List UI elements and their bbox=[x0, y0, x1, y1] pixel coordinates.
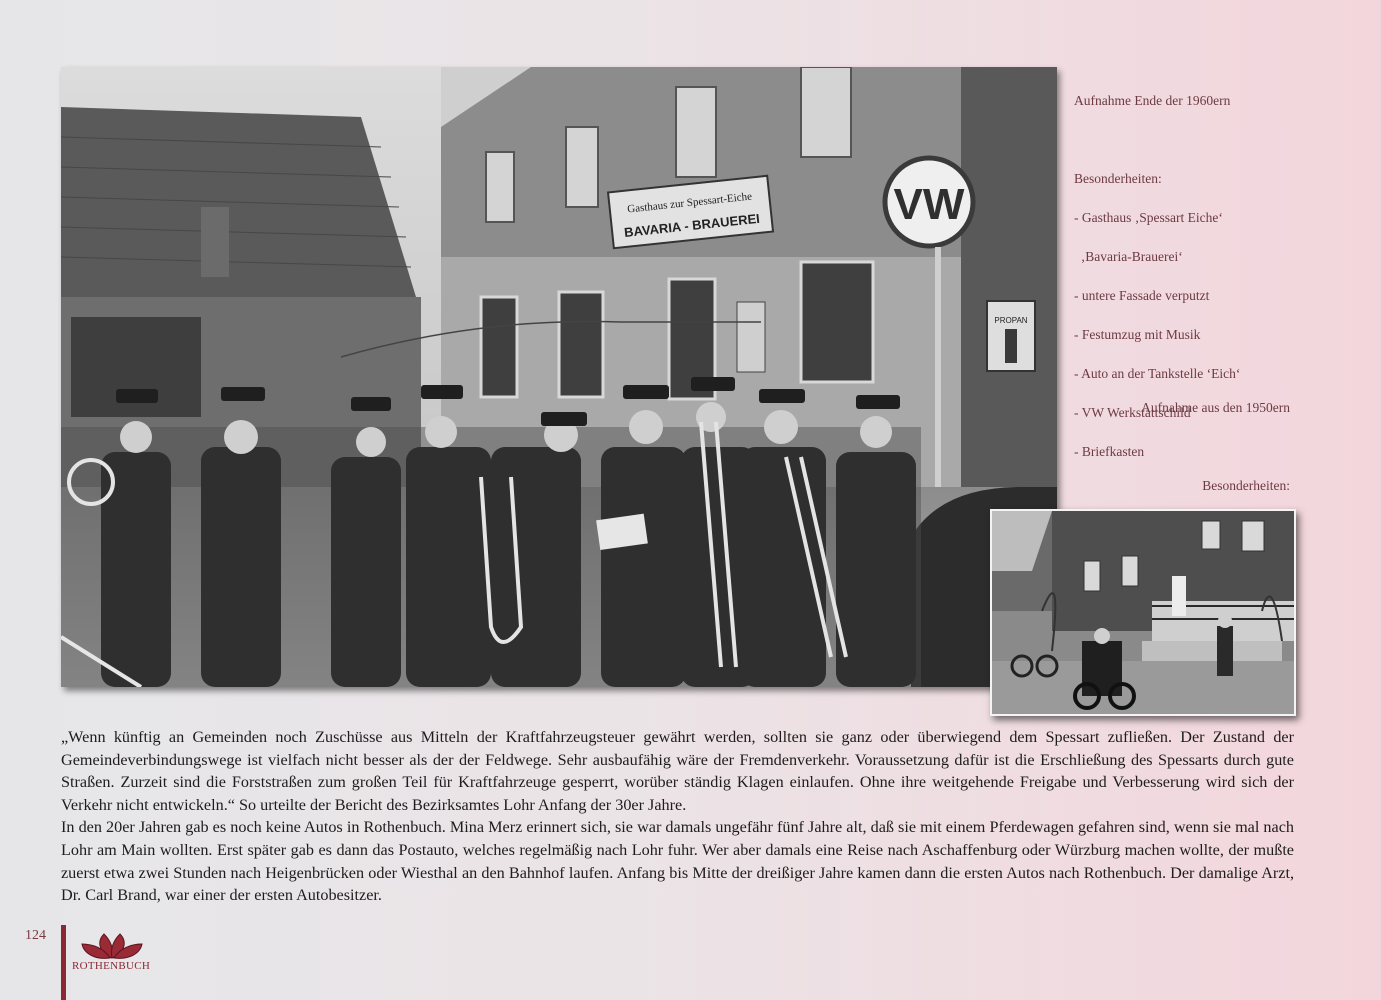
caption-line: Aufnahme Ende der 1960ern bbox=[1074, 92, 1231, 108]
logo-wordmark: ROTHENBUCH bbox=[72, 960, 151, 972]
caption-line bbox=[1040, 437, 1290, 457]
body-paragraph-2: In den 20er Jahren gab es noch keine Autos in Rothenbuch. Mina Merz erinnert sich, sie war damals ungefähr fünf Jahre alt, daß sie mit einem Pferdewagen gefahren sind, wenn sie mal nach Lohr am Main wollten. Erst später gab es dann das Postauto, welches regelmäßig nach Lohr fuhr. Wer aber damals eine Reise nach Aschaffenburg oder Würzburg machen wollte, der mußte zuerst etwa zwei Stunden nach Heigenbrücken oder Wiesthal an den Bahnhof laufen. Anfang bis Mitte der dreißiger Jahre kamen dann die ersten Autos nach Rothenbuch. Der damalige Arzt, Dr. Carl Brand, war einer der ersten Autobesitzer. bbox=[61, 818, 1294, 905]
main-photo bbox=[61, 67, 1057, 687]
caption-line: - Auto an der Tankstelle ‘Eich‘ bbox=[1074, 365, 1241, 381]
vw-logo-icon: VW bbox=[893, 180, 965, 229]
caption-line: - untere Fassade verputzt bbox=[1074, 287, 1210, 303]
caption-line: Besonderheiten: bbox=[1202, 477, 1290, 493]
caption-line: - VW Werkstattschild bbox=[1074, 404, 1191, 420]
inn-sign-line1: Gasthaus zur Spessart-Eiche bbox=[626, 190, 753, 216]
inn-sign-line2: BAVARIA - BRAUEREI bbox=[623, 210, 761, 240]
inset-photo-image bbox=[992, 511, 1294, 714]
caption-line bbox=[1074, 130, 1334, 150]
body-paragraph-1: „Wenn künftig an Gemeinden noch Zuschüsse aus Mitteln der Kraftfahrzeugsteuer gewährt werden, sollten sie ganz oder überwiegend dem Spessart zufließen. Der Zustand der Gemeindeverbindungswege ist vielfach nicht besser als der der Feldwege. Sehr ausbaufähig wäre der Fremdenverkehr. Voraussetzung dafür ist die Erschließung des Spessarts durch gute Straßen. Zurzeit sind die Forststraßen zum großen Teil für Kraftfahrzeuge gesperrt, worüber ständig Klagen einlaufen. Ohne ihre weitgehende Freigabe und Verbesserung wird sich der Verkehr nicht entwickeln.“ So urteilte der Bericht des Bezirksamtes Lohr Anfang der 30er Jahre. bbox=[61, 728, 1294, 814]
main-photo-image bbox=[61, 67, 1057, 687]
page-number: 124 bbox=[25, 928, 46, 943]
caption-line: - Festumzug mit Musik bbox=[1074, 326, 1201, 342]
article-body bbox=[61, 726, 1294, 907]
caption-line: Besonderheiten: bbox=[1074, 170, 1162, 186]
petrol-sign: PROPAN bbox=[994, 316, 1028, 325]
inset-photo bbox=[990, 509, 1296, 716]
page-accent-bar bbox=[61, 925, 66, 1000]
caption-line: Aufnahme aus den 1950ern bbox=[1141, 399, 1290, 415]
caption-line: - Briefkasten bbox=[1074, 443, 1145, 459]
caption-line: - Gasthaus ‚Spessart Eiche‘ bbox=[1074, 209, 1223, 225]
caption-line: ‚Bavaria-Brauerei‘ bbox=[1074, 248, 1183, 264]
